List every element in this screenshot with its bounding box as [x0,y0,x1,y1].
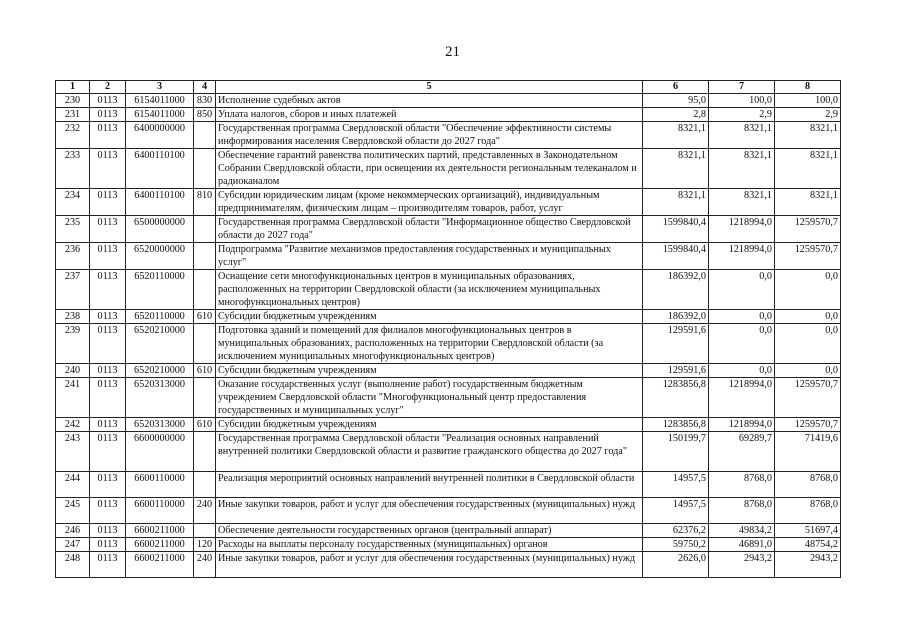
item-name: Субсидии бюджетным учреждениям [216,310,643,324]
item-name: Иные закупки товаров, работ и услуг для обеспечения государственных (муниципальных) нужд [216,552,643,578]
target-code: 6520110000 [126,270,194,310]
row-number: 243 [56,432,90,472]
amount-col-6: 129591,6 [643,324,709,364]
amount-col-8: 71419,6 [775,432,841,472]
row-number: 235 [56,216,90,243]
target-code: 6520313000 [126,418,194,432]
amount-col-6: 59750,2 [643,538,709,552]
amount-col-7: 1218994,0 [709,216,775,243]
amount-col-7: 0,0 [709,324,775,364]
amount-col-7: 8321,1 [709,149,775,189]
item-name: Оказание государственных услуг (выполнение работ) государственным бюджетным учреждением Свердловской области "Многофункциональный центр предоставления государственных и муниципальных услуг" [216,378,643,418]
item-name: Государственная программа Свердловской области "Реализация основных направлений внутренней политики Свердловской области и развитие гражданского общества до 2027 года" [216,432,643,472]
amount-col-6: 1283856,8 [643,418,709,432]
item-name: Исполнение судебных актов [216,94,643,108]
item-name: Обеспечение гарантий равенства политических партий, представленных в Законодательном Собрании Свердловской области, при освещении их деятельности региональным телеканалом и радиоканалом [216,149,643,189]
header-row [56,81,841,94]
amount-col-7: 2943,2 [709,552,775,578]
row-number: 230 [56,94,90,108]
target-code: 6600000000 [126,432,194,472]
table-row [56,189,841,216]
amount-col-7: 69289,7 [709,432,775,472]
expense-type-code [194,378,216,418]
expense-type-code: 850 [194,108,216,122]
amount-col-8: 1259570,7 [775,243,841,270]
section-code: 0113 [90,364,126,378]
section-code: 0113 [90,108,126,122]
target-code: 6600211000 [126,538,194,552]
row-number: 236 [56,243,90,270]
table-row [56,432,841,472]
table-row [56,243,841,270]
amount-col-6: 8321,1 [643,122,709,149]
section-code: 0113 [90,189,126,216]
table-row [56,270,841,310]
section-code: 0113 [90,472,126,498]
amount-col-7: 1218994,0 [709,418,775,432]
amount-col-7: 46891,0 [709,538,775,552]
section-code: 0113 [90,243,126,270]
expense-type-code [194,432,216,472]
expense-type-code: 610 [194,418,216,432]
amount-col-7: 0,0 [709,364,775,378]
expense-type-code [194,472,216,498]
amount-col-7: 8768,0 [709,472,775,498]
header-cell: 2 [90,81,126,94]
item-name: Расходы на выплаты персоналу государственных (муниципальных) органов [216,538,643,552]
expense-type-code: 240 [194,498,216,524]
amount-col-6: 150199,7 [643,432,709,472]
amount-col-7: 8321,1 [709,189,775,216]
section-code: 0113 [90,270,126,310]
amount-col-6: 95,0 [643,94,709,108]
amount-col-7: 2,9 [709,108,775,122]
amount-col-8: 8321,1 [775,189,841,216]
amount-col-6: 2626,0 [643,552,709,578]
amount-col-8: 8768,0 [775,472,841,498]
table-row [56,216,841,243]
expense-type-code [194,524,216,538]
amount-col-7: 8321,1 [709,122,775,149]
budget-table [55,80,841,578]
table-row [56,108,841,122]
amount-col-7: 0,0 [709,310,775,324]
target-code: 6400110100 [126,189,194,216]
target-code: 6154011000 [126,108,194,122]
amount-col-7: 1218994,0 [709,243,775,270]
amount-col-8: 1259570,7 [775,378,841,418]
table-row [56,418,841,432]
item-name: Субсидии бюджетным учреждениям [216,364,643,378]
amount-col-8: 0,0 [775,310,841,324]
section-code: 0113 [90,149,126,189]
table-row [56,472,841,498]
header-cell: 7 [709,81,775,94]
table-row [56,94,841,108]
header-cell: 6 [643,81,709,94]
target-code: 6154011000 [126,94,194,108]
target-code: 6520210000 [126,364,194,378]
amount-col-6: 8321,1 [643,149,709,189]
expense-type-code: 810 [194,189,216,216]
amount-col-6: 1599840,4 [643,243,709,270]
target-code: 6600211000 [126,524,194,538]
table-row [56,122,841,149]
amount-col-7: 100,0 [709,94,775,108]
amount-col-6: 8321,1 [643,189,709,216]
table-row [56,538,841,552]
item-name: Обеспечение деятельности государственных органов (центральный аппарат) [216,524,643,538]
row-number: 239 [56,324,90,364]
amount-col-6: 1283856,8 [643,378,709,418]
expense-type-code: 120 [194,538,216,552]
row-number: 244 [56,472,90,498]
item-name: Субсидии бюджетным учреждениям [216,418,643,432]
amount-col-6: 186392,0 [643,270,709,310]
section-code: 0113 [90,324,126,364]
expense-type-code [194,324,216,364]
target-code: 6400000000 [126,122,194,149]
amount-col-6: 14957,5 [643,472,709,498]
item-name: Подпрограмма "Развитие механизмов предоставления государственных и муниципальных услуг" [216,243,643,270]
amount-col-6: 186392,0 [643,310,709,324]
amount-col-8: 2943,2 [775,552,841,578]
header-cell: 5 [216,81,643,94]
table-row [56,552,841,578]
amount-col-6: 62376,2 [643,524,709,538]
expense-type-code [194,243,216,270]
amount-col-8: 48754,2 [775,538,841,552]
target-code: 6600110000 [126,472,194,498]
row-number: 233 [56,149,90,189]
amount-col-8: 2,9 [775,108,841,122]
target-code: 6520313000 [126,378,194,418]
expense-type-code: 830 [194,94,216,108]
item-name: Субсидии юридическим лицам (кроме некоммерческих организаций), индивидуальным предпринимателям, физическим лицам – производителям товаров, работ, услуг [216,189,643,216]
row-number: 240 [56,364,90,378]
row-number: 245 [56,498,90,524]
amount-col-8: 100,0 [775,94,841,108]
expense-type-code [194,270,216,310]
amount-col-6: 2,8 [643,108,709,122]
header-cell: 4 [194,81,216,94]
amount-col-8: 8321,1 [775,122,841,149]
section-code: 0113 [90,310,126,324]
row-number: 241 [56,378,90,418]
table-body [56,94,841,578]
row-number: 238 [56,310,90,324]
row-number: 246 [56,524,90,538]
amount-col-8: 8768,0 [775,498,841,524]
item-name: Оснащение сети многофункциональных центров в муниципальных образованиях, расположенных на территории Свердловской области (за исключением муниципальных многофункциональных центров) [216,270,643,310]
amount-col-7: 8768,0 [709,498,775,524]
expense-type-code [194,122,216,149]
table-row [56,324,841,364]
amount-col-8: 51697,4 [775,524,841,538]
amount-col-8: 0,0 [775,364,841,378]
table-row [56,149,841,189]
target-code: 6520000000 [126,243,194,270]
section-code: 0113 [90,418,126,432]
row-number: 247 [56,538,90,552]
section-code: 0113 [90,216,126,243]
section-code: 0113 [90,552,126,578]
item-name: Государственная программа Свердловской области "Обеспечение эффективности системы информирования населения Свердловской области до 2027 года" [216,122,643,149]
table-row [56,378,841,418]
page-number: 21 [445,44,460,60]
section-code: 0113 [90,498,126,524]
amount-col-7: 0,0 [709,270,775,310]
target-code: 6400110100 [126,149,194,189]
table-row [56,310,841,324]
item-name: Государственная программа Свердловской области "Информационное общество Свердловской области до 2027 года" [216,216,643,243]
amount-col-7: 49834,2 [709,524,775,538]
row-number: 234 [56,189,90,216]
item-name: Иные закупки товаров, работ и услуг для обеспечения государственных (муниципальных) нужд [216,498,643,524]
section-code: 0113 [90,94,126,108]
row-number: 232 [56,122,90,149]
section-code: 0113 [90,432,126,472]
table-row [56,498,841,524]
row-number: 237 [56,270,90,310]
target-code: 6520110000 [126,310,194,324]
expense-type-code [194,149,216,189]
item-name: Уплата налогов, сборов и иных платежей [216,108,643,122]
header-cell: 1 [56,81,90,94]
amount-col-8: 1259570,7 [775,418,841,432]
amount-col-8: 0,0 [775,270,841,310]
section-code: 0113 [90,524,126,538]
section-code: 0113 [90,538,126,552]
item-name: Реализация мероприятий основных направлений внутренней политики в Свердловской области [216,472,643,498]
row-number: 231 [56,108,90,122]
expense-type-code: 610 [194,310,216,324]
expense-type-code: 240 [194,552,216,578]
amount-col-8: 1259570,7 [775,216,841,243]
amount-col-8: 8321,1 [775,149,841,189]
amount-col-8: 0,0 [775,324,841,364]
target-code: 6600110000 [126,498,194,524]
target-code: 6500000000 [126,216,194,243]
amount-col-7: 1218994,0 [709,378,775,418]
amount-col-6: 1599840,4 [643,216,709,243]
target-code: 6520210000 [126,324,194,364]
section-code: 0113 [90,122,126,149]
target-code: 6600211000 [126,552,194,578]
expense-type-code: 610 [194,364,216,378]
section-code: 0113 [90,378,126,418]
row-number: 242 [56,418,90,432]
table-row [56,524,841,538]
table-row [56,364,841,378]
header-cell: 3 [126,81,194,94]
amount-col-6: 129591,6 [643,364,709,378]
row-number: 248 [56,552,90,578]
expense-type-code [194,216,216,243]
item-name: Подготовка зданий и помещений для филиалов многофункциональных центров в муниципальных образованиях, расположенных на территории Свердловской области (за исключением муниципальных многофункциональных центров) [216,324,643,364]
header-cell: 8 [775,81,841,94]
amount-col-6: 14957,5 [643,498,709,524]
